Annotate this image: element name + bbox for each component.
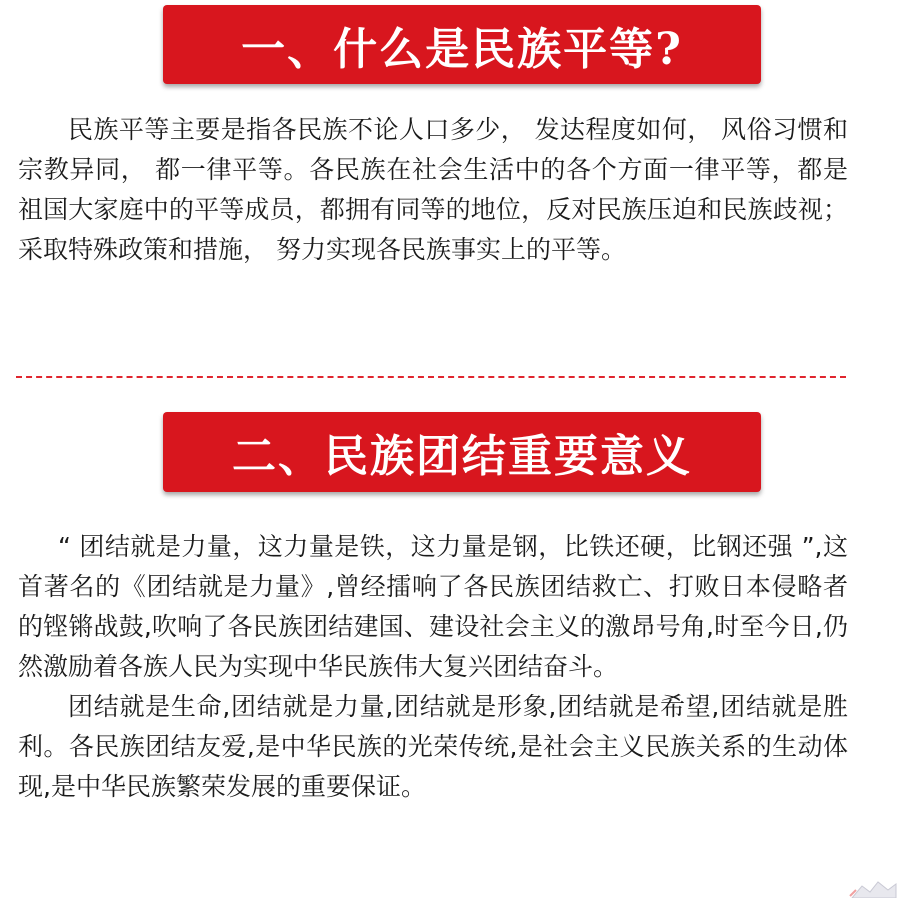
section-1-title-banner <box>163 5 761 84</box>
paragraph: “ 团结就是力量，这力量是铁，这力量是钢，比铁还硬，比钢还强 ”,这首著名的《团结就是力量》,曾经擂响了各民族团结救亡、打败日本侵略者的铿锵战鼓,吹响了各民族团结建国、建设社会主义的激昂号角,时至今日,仍然激励着各族人民为实现中华民族伟大复兴团结奋斗。 <box>18 532 848 681</box>
section-1-title: 一、什么是民族平等? <box>241 23 683 75</box>
paragraph: 民族平等主要是指各民族不论人口多少， 发达程度如何， 风俗习惯和宗教异同， 都一律平等。各民族在社会生活中的各个方面一律平等，都是祖国大家庭中的平等成员，都拥有同等的地位，反对民族压迫和民族歧视； 采取特殊政策和措施， 努力实现各民族事实上的平等。 <box>18 115 848 264</box>
section-2-title: 二、民族团结重要意义 <box>232 431 692 482</box>
corner-decoration-icon <box>848 878 898 898</box>
dashed-divider <box>16 376 846 378</box>
section-2-title-banner <box>163 412 761 492</box>
paragraph: 团结就是生命,团结就是力量,团结就是形象,团结就是希望,团结就是胜利。各民族团结友爱,是中华民族的光荣传统,是社会主义民族关系的生动体现,是中华民族繁荣发展的重要保证。 <box>18 692 848 801</box>
section-1-body <box>18 110 848 270</box>
section-2-body <box>18 527 848 807</box>
